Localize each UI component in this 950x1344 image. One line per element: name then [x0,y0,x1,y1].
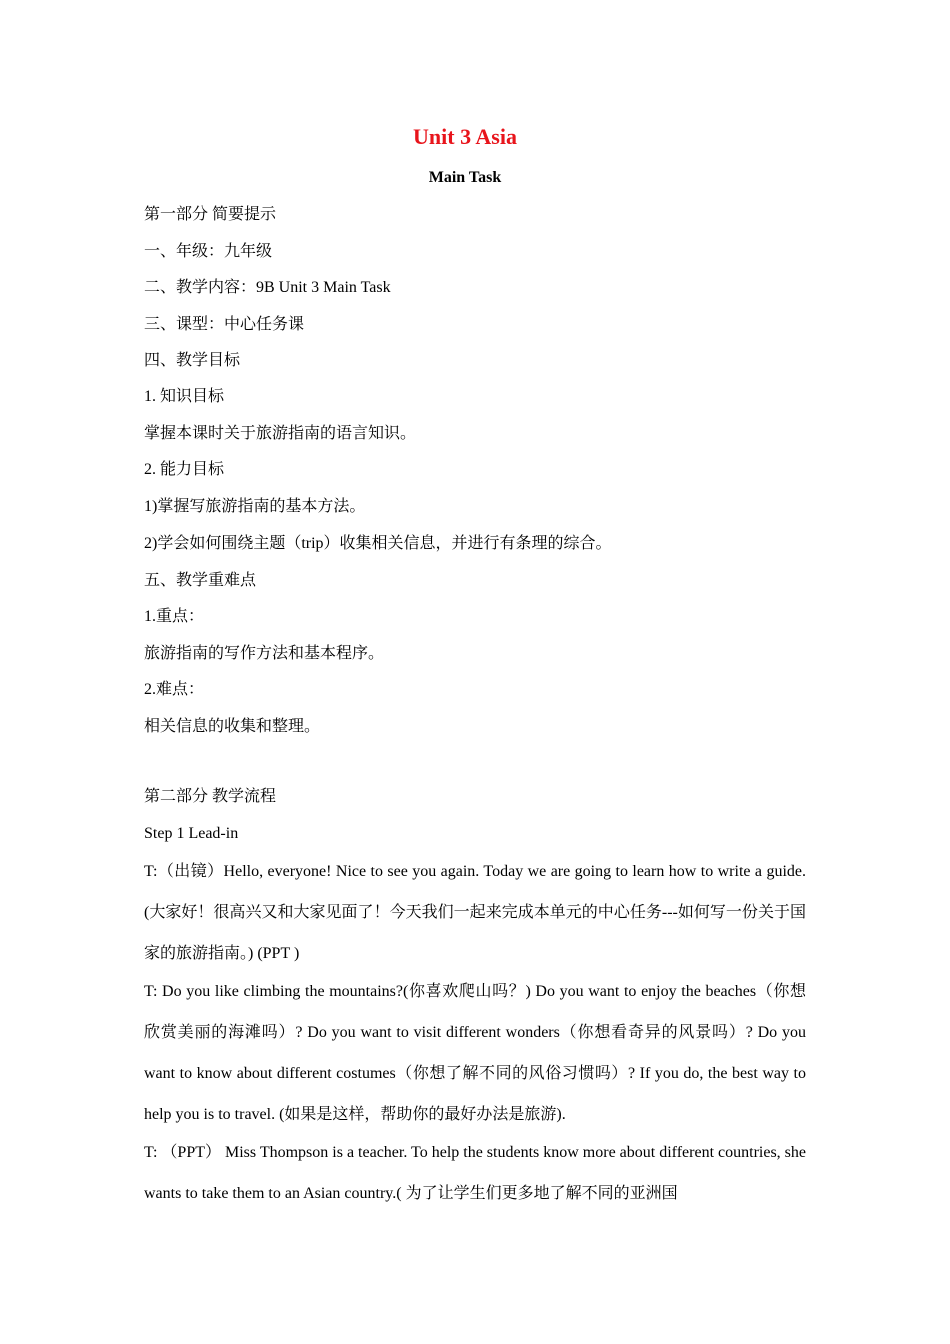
key-label: 1.重点： [144,608,205,625]
paragraph-3: T: （PPT） Miss Thompson is a teacher. To help the students know more about different countries, she wants to take them to an Asian country.( 为了让学生们更多地了解不同的亚洲国 [144,1144,806,1202]
knowledge-text: 掌握本课时关于旅游指南的语言知识。 [144,425,417,442]
key-points-heading: 五、教学重难点 [144,572,257,589]
difficult-text: 相关信息的收集和整理。 [144,718,321,735]
document-title: Unit 3 Asia [413,124,517,149]
objectives-heading: 四、教学目标 [144,352,241,369]
ability-heading: 2. 能力目标 [144,461,225,478]
lesson-type-line: 三、课型：中心任务课 [144,316,305,333]
ability-item-1: 1)掌握写旅游指南的基本方法。 [144,498,366,515]
step1-heading: Step 1 Lead-in [144,825,239,842]
paragraph-1: T:（出镜）Hello, everyone! Nice to see you again. Today we are going to learn how to write a guide. (大家好！很高兴又和大家见面了！今天我们一起来完成本单元的中心任务---如何写一份关于国家的旅游指南。) (PPT ) [144,863,806,962]
grade-line: 一、年级：九年级 [144,243,273,260]
part2-heading: 第二部分 教学流程 [144,788,277,805]
difficult-label: 2.难点： [144,681,205,698]
key-text: 旅游指南的写作方法和基本程序。 [144,645,385,662]
content-line: 二、教学内容：9B Unit 3 Main Task [144,279,391,296]
knowledge-heading: 1. 知识目标 [144,388,225,405]
part1-heading: 第一部分 简要提示 [144,206,277,223]
ability-item-2: 2)学会如何围绕主题（trip）收集相关信息，并进行有条理的综合。 [144,535,612,552]
paragraph-2: T: Do you like climbing the mountains?(你喜欢爬山吗？) Do you want to enjoy the beaches（你想欣赏美丽的海滩吗）? Do you want to visit different wonders（你想看奇异的风景吗）? Do you want to know about different costumes（你想了解不同的风俗习惯吗）? If you do, the best way to help you is to travel. (如果是这样，帮助你的最好办法是旅游). [144,983,806,1123]
document-subtitle: Main Task [428,169,502,186]
